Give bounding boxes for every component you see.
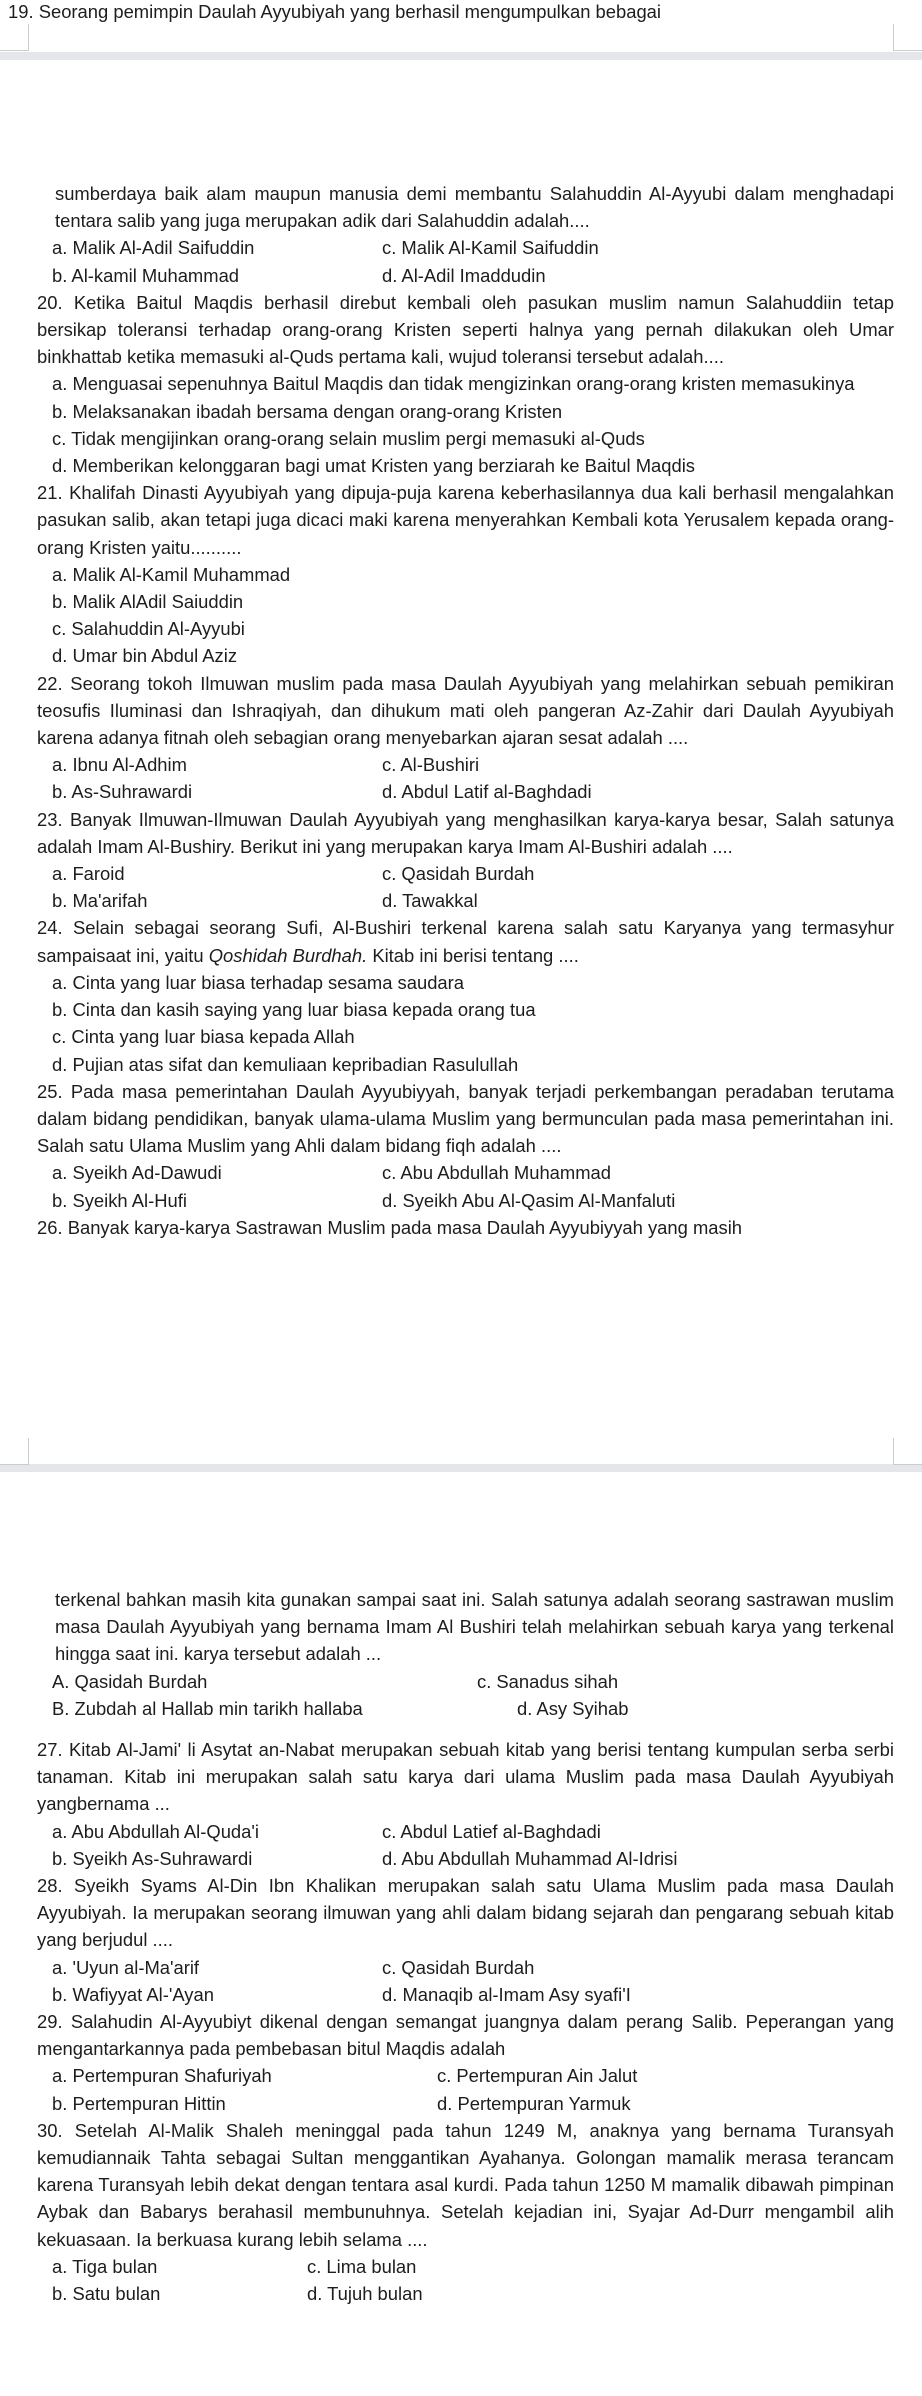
question-26-line1: [37, 1214, 894, 1241]
option-a[interactable]: a. 'Uyun al-Ma'arif: [52, 1956, 200, 1978]
option-a[interactable]: a. Tiga bulan: [52, 2255, 158, 2277]
option-c[interactable]: c. Sanadus sihah: [477, 1670, 619, 1692]
option-c[interactable]: c. Al-Bushiri: [382, 754, 480, 776]
question-29-options-row-2: [37, 2090, 894, 2117]
question-19-options-row-2: [37, 262, 894, 289]
option-d[interactable]: d. Syeikh Abu Al-Qasim Al-Manfaluti: [382, 1189, 676, 1211]
question-26-continued: terkenal bahkan masih kita gunakan sampai saat ini. Salah satunya adalah seorang sastrawan muslim masa Daulah Ayyubiyah yang bernama Imam Al Bushiri telah melahirkan sebuah karya yang terkenal hingga saat ini. karya tersebut adalah ...: [55, 1589, 894, 1665]
option-d[interactable]: d. Al-Adil Imaddudin: [382, 264, 546, 286]
page-strip-1: [0, 0, 922, 52]
option-d[interactable]: d. Manaqib al-Imam Asy syafi'I: [382, 1983, 631, 2005]
option-c[interactable]: c. Cinta yang luar biasa kepada Allah: [52, 1026, 355, 1048]
option-a[interactable]: a. Syeikh Ad-Dawudi: [52, 1162, 222, 1184]
option-d[interactable]: d. Tujuh bulan: [307, 2283, 423, 2305]
question-number: 20.: [37, 291, 63, 313]
question-text: Syeikh Syams Al-Din Ibn Khalikan merupakan salah satu Ulama Muslim pada masa Daulah Ayyubiyah. Ia merupakan seorang ilmuwan yang ahli dalam bidang sejarah dan pengarang sebuah kitab yang berjudul ....: [37, 1875, 894, 1951]
question-19-continued: sumberdaya baik alam maupun manusia demi membantu Salahuddin Al-Ayyubi dalam menghadapi tentara salib yang juga merupakan adik dari Salahuddin adalah....: [55, 183, 894, 232]
question-text: Khalifah Dinasti Ayyubiyah yang dipuja-puja karena keberhasilannya dua kali berhasil mengalahkan pasukan salib, akan tetapi juga dicaci maki karena menyerahkan Kembali kota Yerusalem kepada orang-orang Kristen yaitu..........: [37, 482, 894, 558]
option-c[interactable]: c. Pertempuran Ain Jalut: [437, 2065, 638, 2087]
option-a[interactable]: a. Menguasai sepenuhnya Baitul Maqdis dan tidak mengizinkan orang-orang kristen memasukinya: [52, 373, 855, 395]
question-text: Banyak Ilmuwan-Ilmuwan Daulah Ayyubiyah yang menghasilkan karya-karya besar, Salah satunya adalah Imam Al-Bushiry. Berikut ini yang merupakan karya Imam Al-Bushiri adalah ....: [37, 808, 894, 857]
question-30-options-row-2: [37, 2280, 894, 2307]
question-22-options-row-2: [37, 778, 894, 805]
question-text: Seorang tokoh Ilmuwan muslim pada masa Daulah Ayyubiyah yang melahirkan sebuah pemikiran teosufis Iluminasi dan Ishraqiyah, dan dihukum mati oleh pangeran Az-Zahir dari Daulah Ayyubiyah karena adanya fitnah oleh sebagian orang menyebarkan ajaran sesat adalah ....: [37, 672, 894, 749]
question-28: [37, 1872, 894, 1954]
question-text: Pada masa pemerintahan Daulah Ayyubiyyah, banyak terjadi perkembangan peradaban terutama dalam bidang pendidikan, banyak ulama-ulama Muslim yang bermunculan pada masa pemerintahan ini. Salah satu Ulama Muslim yang Ahli dalam bidang fiqh adalah ....: [37, 1080, 894, 1157]
page-gap-1: [0, 52, 922, 160]
question-25-options-row-2: [37, 1187, 894, 1214]
option-d[interactable]: d. Asy Syihab: [517, 1697, 629, 1719]
option-a[interactable]: a. Ibnu Al-Adhim: [52, 754, 187, 776]
option-b[interactable]: b. Malik AlAdil Saiuddin: [52, 591, 244, 613]
option-c[interactable]: c. Abdul Latief al-Baghdadi: [382, 1820, 601, 1842]
question-number: 28.: [37, 1875, 63, 1897]
question-text: Banyak karya-karya Sastrawan Muslim pada masa Daulah Ayyubiyyah yang masih: [67, 1216, 743, 1238]
question-text-end: Kitab ini berisi tentang ....: [367, 944, 579, 966]
question-30: [37, 2117, 894, 2253]
question-27-options-row-1: [37, 1818, 894, 1845]
question-20: [37, 289, 894, 371]
option-c[interactable]: c. Qasidah Burdah: [382, 863, 535, 885]
option-a[interactable]: a. Malik Al-Adil Saifuddin: [52, 237, 255, 259]
question-24: [37, 914, 894, 968]
question-26-options-row-2: [37, 1695, 894, 1722]
option-c[interactable]: c. Lima bulan: [307, 2255, 417, 2277]
question-text: Seorang pemimpin Daulah Ayyubiyah yang berhasil mengumpulkan bebagai: [38, 1, 661, 22]
option-b[interactable]: b. Al-kamil Muhammad: [52, 264, 240, 286]
question-text: Selain sebagai seorang Sufi, Al-Bushiri terkenal karena salah satu Karyanya yang termasyhur sampaisaat ini, yaitu: [37, 917, 894, 966]
question-19-line1: [8, 0, 888, 24]
question-28-options-row-2: [37, 1981, 894, 2008]
option-d[interactable]: d. Tawakkal: [382, 890, 478, 912]
page-3: [0, 1556, 922, 2396]
question-27-options-row-2: [37, 1845, 894, 1872]
option-d[interactable]: d. Abdul Latif al-Baghdadi: [382, 781, 592, 803]
option-d[interactable]: d. Memberikan kelonggaran bagi umat Kristen yang berziarah ke Baitul Maqdis: [52, 455, 695, 477]
question-28-options-row-1: [37, 1954, 894, 1981]
option-a[interactable]: a. Cinta yang luar biasa terhadap sesama saudara: [52, 971, 465, 993]
option-a[interactable]: a. Malik Al-Kamil Muhammad: [52, 563, 291, 585]
option-a[interactable]: a. Pertempuran Shafuriyah: [52, 2065, 272, 2087]
option-c[interactable]: c. Salahuddin Al-Ayyubi: [52, 618, 245, 640]
page-gap-2: [0, 1448, 922, 1556]
option-a[interactable]: A. Qasidah Burdah: [52, 1670, 208, 1692]
question-text: Salahudin Al-Ayyubiyt dikenal dengan semangat juangnya dalam perang Salib. Peperangan yang mengantarkannya pada pembebasan bitul Maqdis adalah: [37, 2011, 894, 2060]
page-2: [0, 160, 922, 1448]
question-text: Kitab Al-Jami' li Asytat an-Nabat merupakan sebuah kitab yang berisi tentang kumpulan serba serbi tanaman. Kitab ini merupakan salah satu karya dari ulama Muslim pada masa Daulah Ayyubiyah yangbernama ...: [37, 1739, 894, 1815]
question-number: 23.: [37, 808, 63, 830]
question-21: [37, 479, 894, 561]
question-text-italic: Qoshidah Burdhah.: [208, 944, 368, 966]
option-b[interactable]: b. Melaksanakan ibadah bersama dengan orang-orang Kristen: [52, 400, 563, 422]
question-27: [37, 1736, 894, 1818]
option-d[interactable]: d. Pertempuran Yarmuk: [437, 2092, 631, 2114]
option-b[interactable]: b. Ma'arifah: [52, 890, 148, 912]
option-c[interactable]: c. Malik Al-Kamil Saifuddin: [382, 237, 599, 259]
option-b[interactable]: b. Syeikh Al-Hufi: [52, 1189, 187, 1211]
option-b[interactable]: B. Zubdah al Hallab min tarikh hallaba: [52, 1697, 363, 1719]
question-29: [37, 2008, 894, 2062]
question-number: 19.: [8, 1, 34, 22]
question-number: 29.: [37, 2011, 63, 2033]
option-d[interactable]: d. Pujian atas sifat dan kemuliaan kepribadian Rasulullah: [52, 1053, 519, 1075]
option-d[interactable]: d. Abu Abdullah Muhammad Al-Idrisi: [382, 1847, 678, 1869]
question-25: [37, 1078, 894, 1160]
option-b[interactable]: b. Pertempuran Hittin: [52, 2092, 226, 2114]
option-a[interactable]: a. Abu Abdullah Al-Quda'i: [52, 1820, 259, 1842]
question-30-options-row-1: [37, 2253, 894, 2280]
question-26-options-row-1: [37, 1668, 894, 1695]
question-22: [37, 670, 894, 752]
question-number: 30.: [37, 2119, 63, 2141]
option-b[interactable]: b. As-Suhrawardi: [52, 781, 193, 803]
question-23-options-row-1: [37, 860, 894, 887]
question-number: 26.: [37, 1216, 63, 1238]
question-text: Ketika Baitul Maqdis berhasil direbut kembali oleh pasukan muslim namun Salahuddiin tetap bersikap toleransi terhadap orang-orang Kristen seperti halnya yang pernah dilakukan oleh Umar binkhattab ketika memasuki al-Quds pertama kali, wujud toleransi tersebut adalah....: [37, 291, 894, 368]
question-22-options-row-1: [37, 751, 894, 778]
option-b[interactable]: b. Cinta dan kasih saying yang luar biasa kepada orang tua: [52, 999, 536, 1021]
question-number: 21.: [37, 482, 63, 504]
option-a[interactable]: a. Faroid: [52, 863, 125, 885]
option-c[interactable]: c. Tidak mengijinkan orang-orang selain muslim pergi memasuki al-Quds: [52, 427, 645, 449]
question-25-options-row-1: [37, 1159, 894, 1186]
option-b[interactable]: b. Wafiyyat Al-'Ayan: [52, 1983, 214, 2005]
question-number: 22.: [37, 672, 63, 694]
option-b[interactable]: b. Syeikh As-Suhrawardi: [52, 1847, 253, 1869]
question-29-options-row-1: [37, 2062, 894, 2089]
question-number: 25.: [37, 1080, 63, 1102]
question-number: 24.: [37, 917, 63, 939]
question-19-options-row-1: [37, 234, 894, 261]
option-c[interactable]: c. Abu Abdullah Muhammad: [382, 1162, 612, 1184]
question-23: [37, 806, 894, 860]
question-number: 27.: [37, 1739, 63, 1761]
question-23-options-row-2: [37, 887, 894, 914]
option-d[interactable]: d. Umar bin Abdul Aziz: [52, 645, 238, 667]
option-c[interactable]: c. Qasidah Burdah: [382, 1956, 535, 1978]
option-b[interactable]: b. Satu bulan: [52, 2283, 161, 2305]
question-text: Setelah Al-Malik Shaleh meninggal pada tahun 1249 M, anaknya yang bernama Turansyah kemudiannaik Tahta sebagai Sultan menggantikan Ayahanya. Golongan mamalik merasa terancam karena Turansyah lebih dekat dengan tentara asal kurdi. Pada tahun 1250 M mamalik dibawah pimpinan Aybak dan Babarys berahasil membunuhnya. Setelah kejadian ini, Syajar Ad-Durr mengambil alih kekuasaan. Ia berkuasa kurang lebih selama ....: [37, 2119, 894, 2250]
